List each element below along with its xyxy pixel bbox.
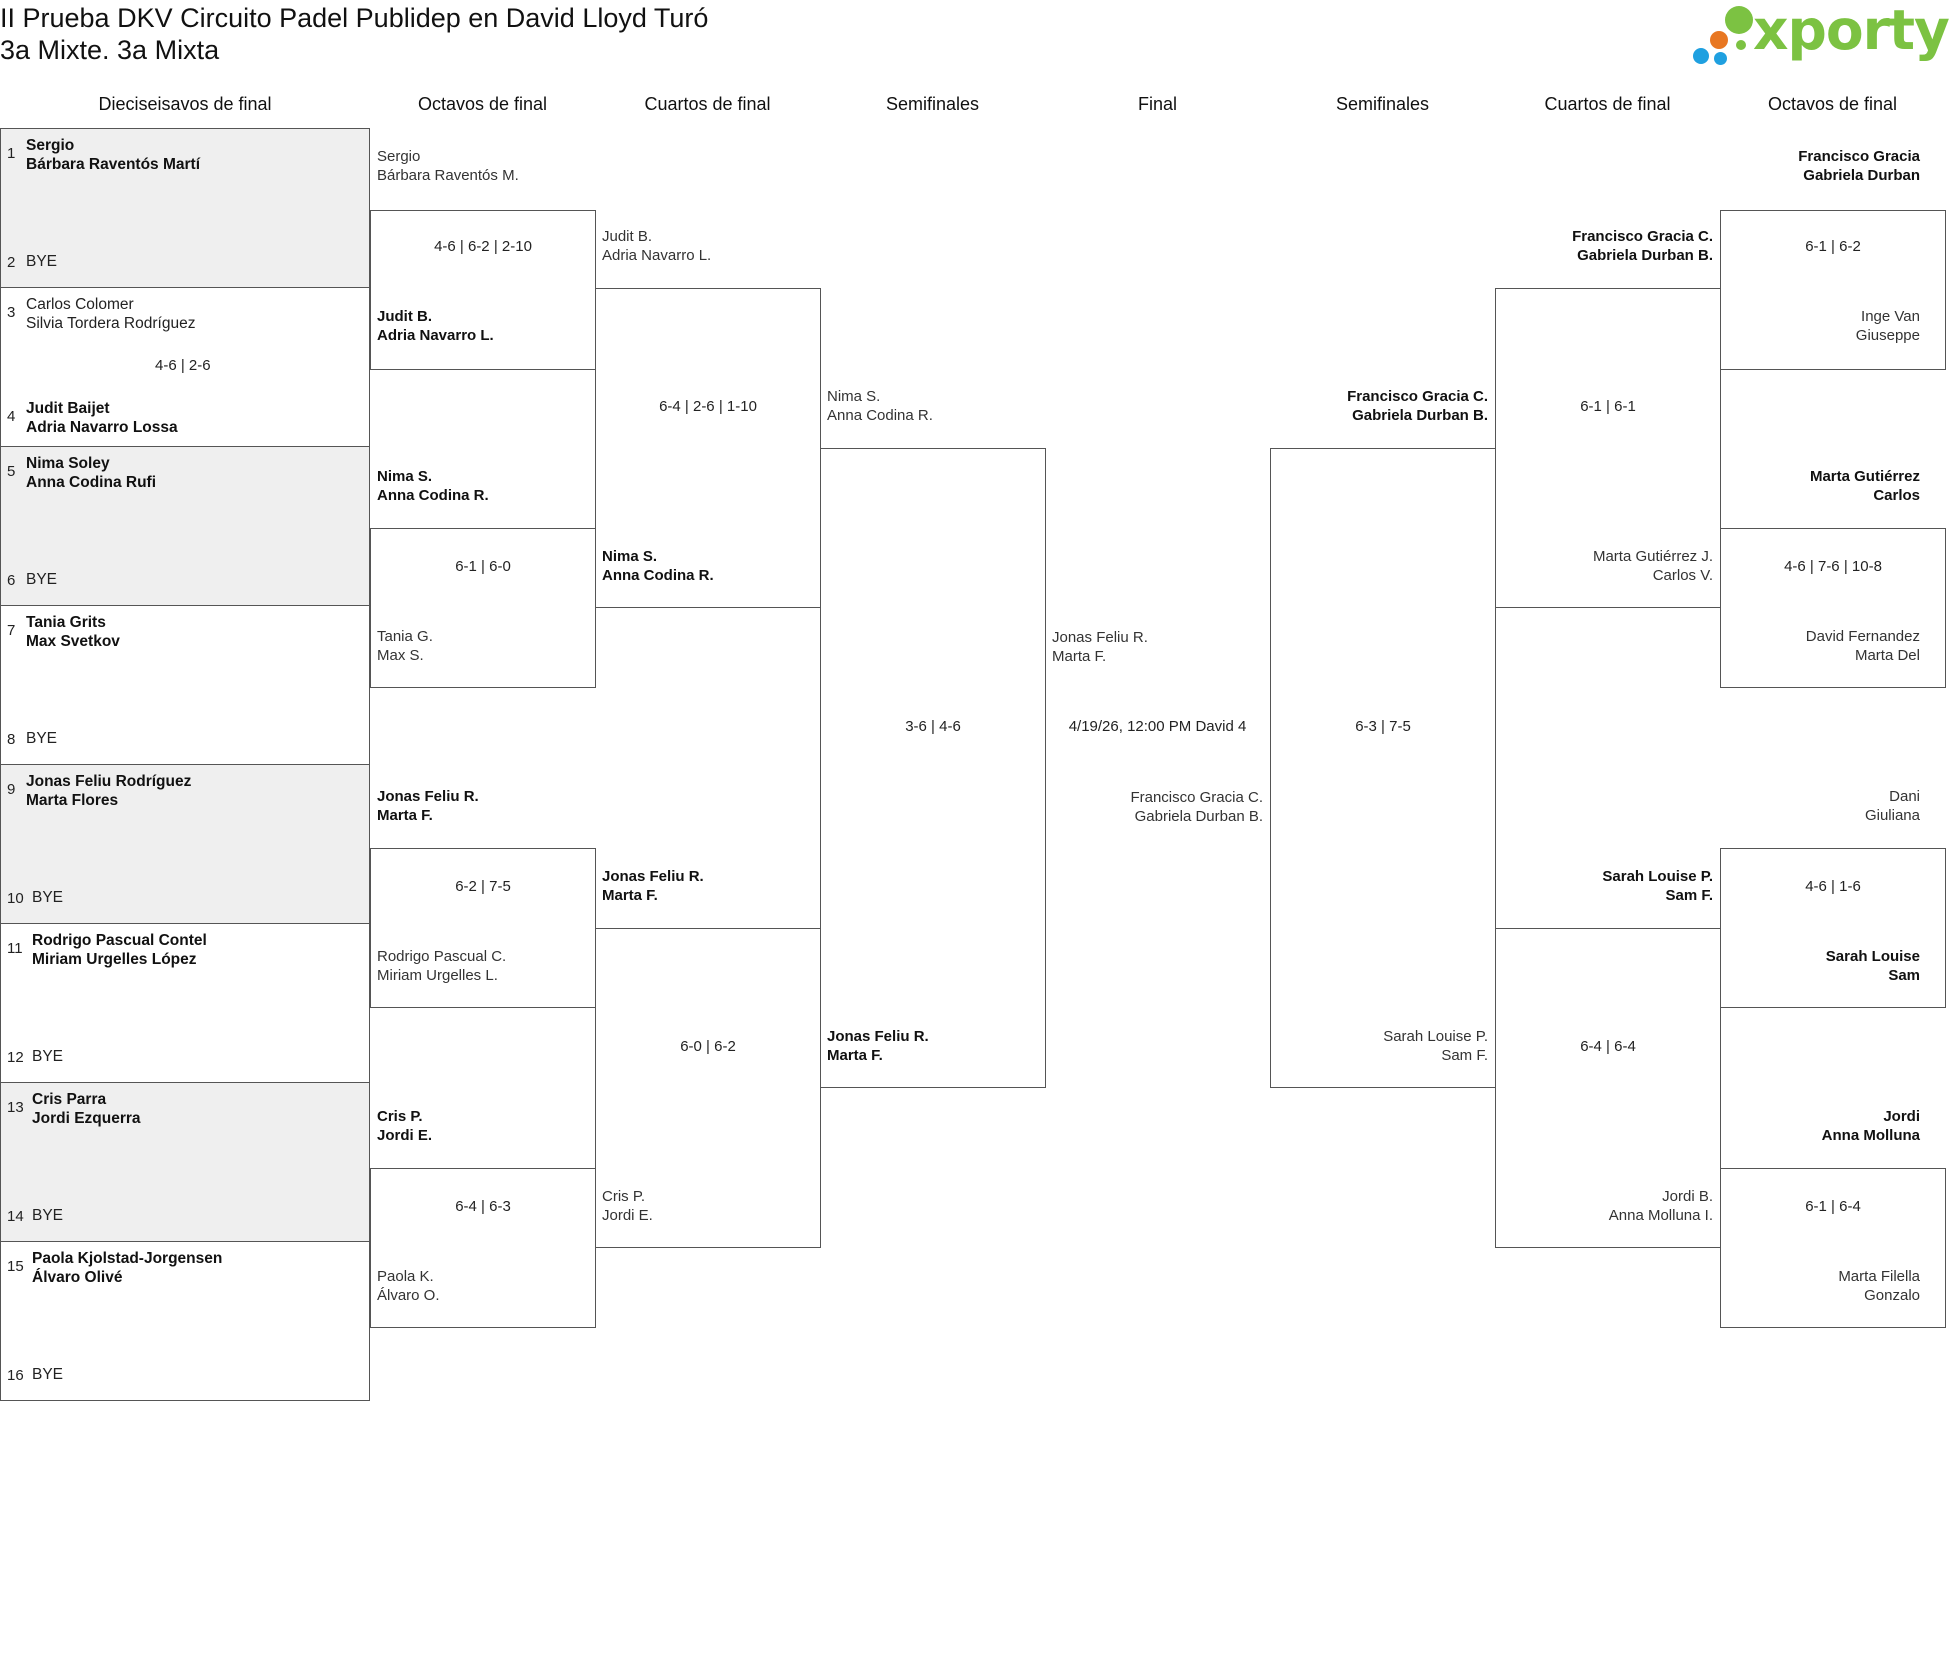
player-name: Jordi E. (377, 1127, 433, 1144)
r16-right-team[interactable] (1798, 147, 1920, 185)
player-name: Francisco Gracia C. (1572, 228, 1713, 245)
match-score: 4-6 | 1-6 (1805, 878, 1861, 895)
player-name: Francisco Gracia (1798, 148, 1920, 165)
qf-right-team[interactable] (1602, 867, 1713, 905)
player-name: Nima S. (602, 548, 658, 565)
player-name: Judit B. (602, 228, 653, 245)
logo-dot-blue (1693, 48, 1709, 64)
r16-left-team[interactable] (377, 307, 494, 345)
seed-number: 10 (7, 890, 24, 907)
sf-right-team[interactable] (1383, 1027, 1488, 1065)
player-name: Sarah Louise P. (1602, 868, 1713, 885)
player-name: Anna Codina R. (377, 487, 489, 504)
player-name: Sam (1888, 967, 1920, 984)
r16-left-team[interactable] (377, 467, 489, 505)
round-header-sf-right: Semifinales (1335, 94, 1430, 114)
seed-number: 12 (7, 1049, 24, 1066)
r16-right-team[interactable] (1826, 947, 1920, 985)
logo-dot-green-small (1736, 40, 1746, 50)
player-name: Nima S. (377, 468, 433, 485)
bye-label[interactable]: BYE (26, 571, 58, 588)
bye-label[interactable]: BYE (32, 1207, 64, 1224)
r16-right-team[interactable] (1822, 1107, 1920, 1145)
logo-text: xporty (1753, 0, 1949, 62)
seed-number: 13 (7, 1099, 24, 1116)
player-name: Carlos V. (1652, 567, 1713, 584)
player-name: Jordi (1883, 1108, 1920, 1125)
player-name: Giuseppe (1855, 327, 1920, 344)
player-name[interactable]: Álvaro Olivé (32, 1269, 123, 1286)
final-team-bottom[interactable] (1130, 788, 1263, 826)
r16-left-team[interactable] (377, 787, 479, 825)
sf-right-team[interactable] (1347, 387, 1488, 425)
match-score: 6-1 | 6-2 (1805, 238, 1861, 255)
player-name[interactable]: Rodrigo Pascual Contel (32, 932, 207, 949)
r16-left-connector (370, 210, 596, 370)
player-name: Adria Navarro L. (377, 327, 494, 344)
seed-number: 5 (7, 463, 16, 480)
player-name: Dani (1889, 788, 1920, 805)
round-header-r16-right: Octavos de final (1767, 94, 1898, 114)
tournament-title: II Prueba DKV Circuito Padel Publidep en David Lloyd Turó (0, 3, 709, 33)
player-name: Cris P. (377, 1108, 423, 1125)
player-name: Anna Molluna I. (1608, 1207, 1713, 1224)
bye-label[interactable]: BYE (32, 1048, 64, 1065)
seed-number: 6 (7, 572, 16, 589)
qf-left-team[interactable] (602, 867, 704, 905)
r16-left-team[interactable] (377, 627, 433, 665)
match-score: 6-0 | 6-2 (680, 1038, 736, 1055)
player-name[interactable]: Marta Flores (26, 792, 119, 809)
player-name: Anna Codina R. (602, 567, 714, 584)
player-name[interactable]: Sergio (26, 137, 75, 154)
seed-number: 8 (7, 731, 16, 748)
player-name[interactable]: Judit Baijet (26, 400, 110, 417)
player-name: Marta F. (1052, 648, 1107, 665)
bye-label[interactable]: BYE (32, 889, 64, 906)
match-score: 6-4 | 6-4 (1580, 1038, 1636, 1055)
seed-number: 4 (7, 408, 16, 425)
player-name: Rodrigo Pascual C. (377, 948, 507, 965)
player-name[interactable]: Max Svetkov (26, 633, 120, 650)
player-name[interactable]: Jordi Ezquerra (32, 1110, 141, 1127)
player-name[interactable]: Nima Soley (26, 455, 110, 472)
player-name[interactable]: Anna Codina Rufi (26, 474, 157, 491)
seed-number: 14 (7, 1208, 24, 1225)
r16-left-team[interactable] (377, 1267, 440, 1305)
player-name: Gonzalo (1864, 1287, 1920, 1304)
logo-dot-orange (1710, 31, 1728, 49)
player-name: Marta Gutiérrez (1809, 468, 1920, 485)
r16-right-connector (1720, 210, 1946, 370)
player-name: Marta F. (827, 1047, 883, 1064)
round-header-sf-left: Semifinales (885, 94, 980, 114)
sf-left-team[interactable] (827, 1027, 929, 1065)
round-header-qf-left: Cuartos de final (644, 94, 771, 114)
player-name[interactable]: Cris Parra (32, 1091, 107, 1108)
player-name: Marta F. (602, 887, 658, 904)
player-name: Gabriela Durban B. (1134, 808, 1263, 825)
player-name: Adria Navarro L. (602, 247, 712, 264)
player-name: Judit B. (377, 308, 432, 325)
player-name: Gabriela Durban B. (1577, 247, 1713, 264)
qf-right-team[interactable] (1609, 1187, 1713, 1225)
player-name: Gabriela Durban (1803, 167, 1920, 184)
final-schedule: 4/19/26, 12:00 PM David 4 (1068, 718, 1247, 735)
r16-left-team[interactable] (377, 147, 519, 185)
match-score: 6-1 | 6-0 (455, 558, 511, 575)
round-header-r32: Dieciseisavos de final (98, 94, 272, 114)
player-name: Sam F. (1441, 1047, 1488, 1064)
player-name: Marta Del (1854, 647, 1920, 664)
player-name: Francisco Gracia C. (1130, 789, 1263, 806)
r16-right-team[interactable] (1810, 467, 1920, 505)
bye-label[interactable]: BYE (26, 730, 58, 747)
player-name: Francisco Gracia C. (1347, 388, 1488, 405)
round-header-qf-right: Cuartos de final (1544, 94, 1671, 114)
seed-number: 15 (7, 1258, 24, 1275)
player-name: Sarah Louise (1825, 948, 1920, 965)
match-score: 6-3 | 7-5 (1355, 718, 1411, 735)
match-score: 4-6 | 2-6 (155, 357, 211, 374)
seed-number: 11 (7, 940, 23, 957)
qf-left-team[interactable] (602, 547, 714, 585)
player-name: Carlos (1873, 487, 1920, 504)
match-score: 4-6 | 7-6 | 10-8 (1784, 558, 1882, 575)
r16-left-team[interactable] (377, 947, 506, 985)
player-name[interactable]: Carlos Colomer (26, 296, 134, 313)
match-score: 6-4 | 2-6 | 1-10 (659, 398, 757, 415)
round-header-final: Final (1137, 94, 1177, 114)
player-name: David Fernandez (1805, 628, 1920, 645)
seed-number: 7 (7, 622, 16, 639)
match-score: 6-2 | 7-5 (455, 878, 511, 895)
player-name: Marta F. (377, 807, 433, 824)
player-name: Sarah Louise P. (1383, 1028, 1488, 1045)
sf-left-connector (820, 448, 1046, 1088)
player-name: Paola K. (377, 1268, 434, 1285)
xporty-logo[interactable] (1690, 0, 1949, 66)
player-name[interactable]: Paola Kjolstad-Jorgensen (32, 1250, 223, 1267)
player-name: Anna Molluna (1821, 1127, 1920, 1144)
match-score: 6-4 | 6-3 (455, 1198, 511, 1215)
player-name: Jonas Feliu R. (1052, 629, 1148, 646)
player-name: Bárbara Raventós M. (377, 167, 519, 184)
r16-right-team[interactable] (1856, 307, 1920, 345)
player-name: Cris P. (602, 1188, 646, 1205)
player-name: Jonas Feliu R. (827, 1028, 929, 1045)
r16-left-team[interactable] (377, 1107, 432, 1145)
player-name: Miriam Urgelles L. (377, 967, 498, 984)
player-name: Nima S. (827, 388, 881, 405)
player-name: Álvaro O. (377, 1287, 440, 1304)
player-name[interactable]: Tania Grits (26, 614, 106, 631)
qf-left-team[interactable] (602, 227, 711, 265)
seed-number: 2 (7, 254, 16, 271)
player-name: Jordi B. (1662, 1188, 1713, 1205)
player-name: Sam F. (1665, 887, 1713, 904)
sf-right-connector (1270, 448, 1496, 1088)
final-team-top[interactable] (1052, 628, 1148, 666)
round-header-r16-left: Octavos de final (417, 94, 548, 114)
sf-left-team[interactable] (827, 387, 933, 425)
match-score: 6-1 | 6-1 (1580, 398, 1636, 415)
category-title: 3a Mixte. 3a Mixta (0, 35, 220, 65)
bye-label[interactable]: BYE (32, 1366, 64, 1383)
player-name: Tania G. (377, 628, 433, 645)
player-name: Jonas Feliu R. (602, 868, 704, 885)
player-name[interactable]: Miriam Urgelles López (32, 951, 197, 968)
player-name[interactable]: Bárbara Raventós Martí (26, 156, 201, 173)
player-name: Max S. (377, 647, 424, 664)
r16-right-team[interactable] (1838, 1267, 1920, 1305)
player-name: Jordi E. (602, 1207, 653, 1224)
player-name[interactable]: Silvia Tordera Rodríguez (26, 315, 196, 332)
seed-number: 16 (7, 1367, 24, 1384)
qf-right-team[interactable] (1593, 547, 1713, 585)
player-name: Gabriela Durban B. (1352, 407, 1488, 424)
logo-dot-green (1725, 6, 1753, 34)
player-name: Marta Gutiérrez J. (1592, 548, 1713, 565)
seed-number: 1 (7, 145, 16, 162)
player-name: Anna Codina R. (827, 407, 933, 424)
player-name: Sergio (377, 148, 421, 165)
r16-right-team[interactable] (1865, 787, 1920, 825)
seed-number: 9 (7, 781, 16, 798)
player-name[interactable]: Jonas Feliu Rodríguez (26, 773, 192, 790)
seed-number: 3 (7, 304, 16, 321)
logo-dot-blue-small (1714, 52, 1727, 65)
player-name: Giuliana (1864, 807, 1920, 824)
match-score: 3-6 | 4-6 (905, 718, 961, 735)
match-score: 4-6 | 6-2 | 2-10 (434, 238, 532, 255)
player-name: Jonas Feliu R. (377, 788, 479, 805)
bye-label[interactable]: BYE (26, 253, 58, 270)
player-name[interactable]: Adria Navarro Lossa (26, 419, 178, 436)
qf-right-team[interactable] (1572, 227, 1713, 265)
r16-right-team[interactable] (1806, 627, 1920, 665)
qf-left-team[interactable] (602, 1187, 653, 1225)
player-name: Marta Filella (1838, 1268, 1920, 1285)
match-score: 6-1 | 6-4 (1805, 1198, 1861, 1215)
player-name: Inge Van (1861, 308, 1920, 325)
